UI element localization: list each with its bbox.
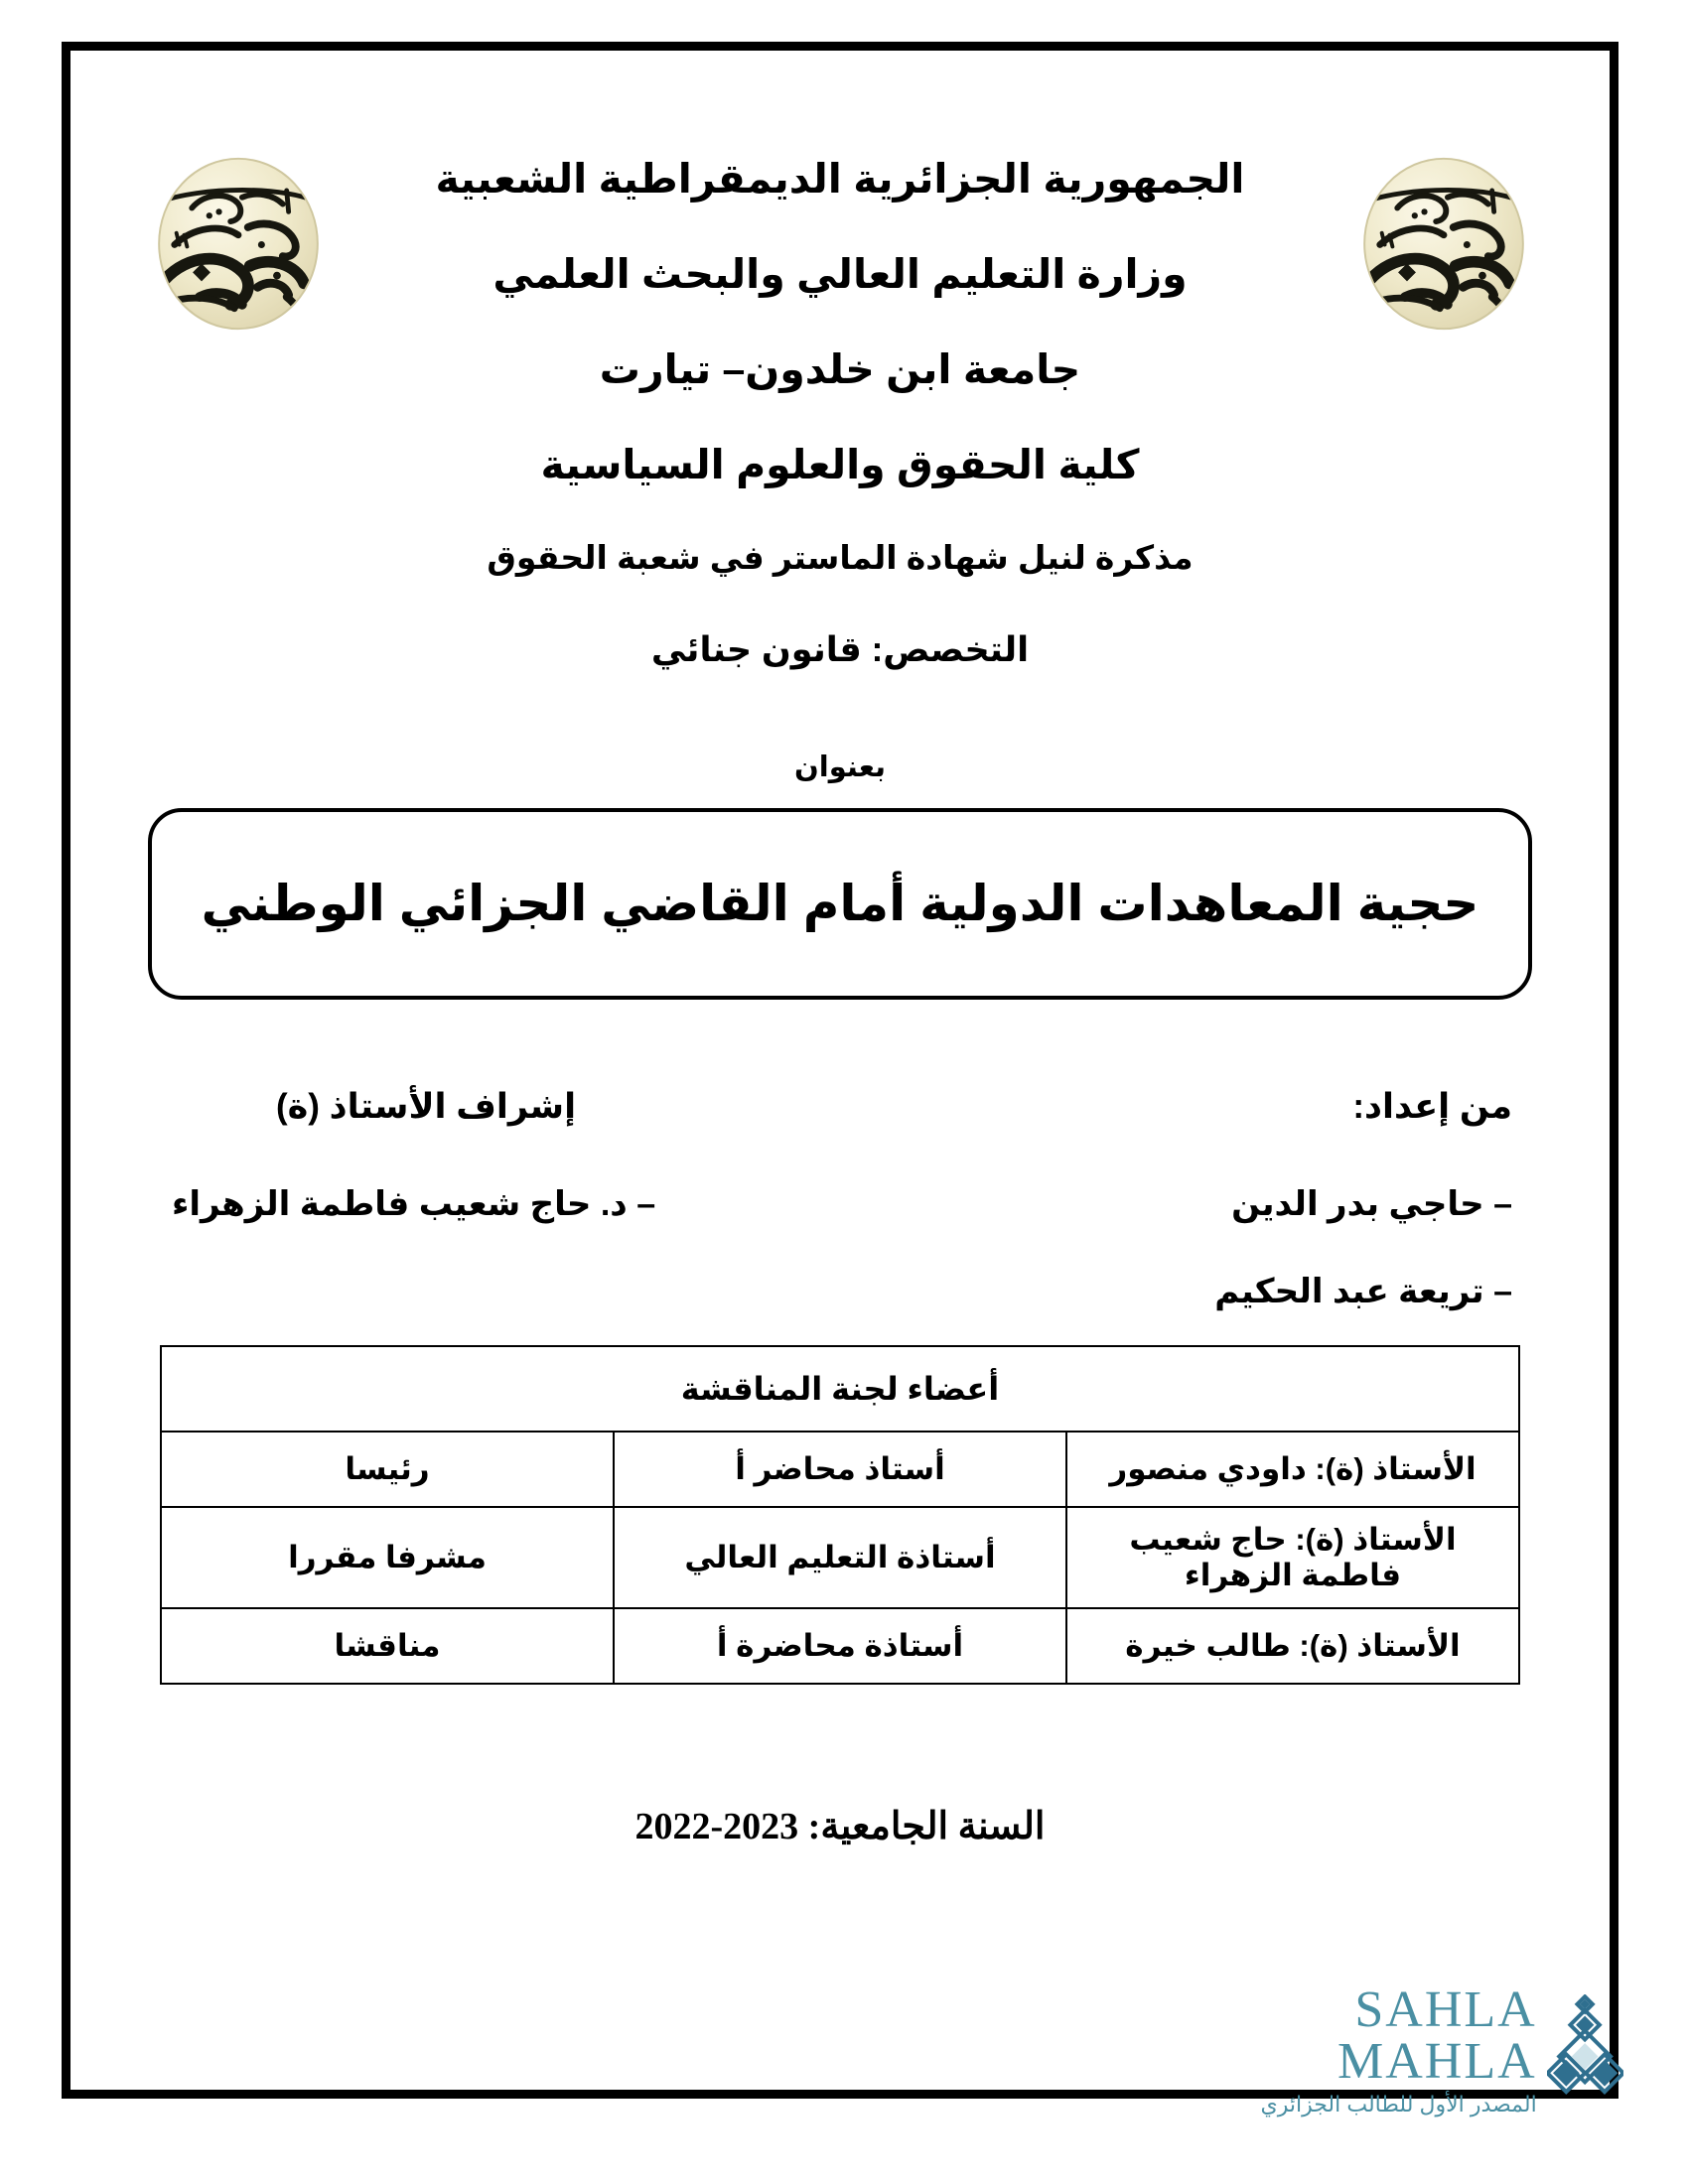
supervisor-heading: إشراف الأستاذ (ة) bbox=[275, 1087, 577, 1126]
committee-member-rank: أستاذة محاضرة أ bbox=[614, 1608, 1066, 1684]
header-text-block bbox=[70, 158, 1610, 669]
committee-section bbox=[160, 1345, 1520, 1685]
thesis-title-box bbox=[148, 808, 1532, 1000]
students-heading: من إعداد: bbox=[1352, 1087, 1512, 1126]
university-line: جامعة ابن خلدون– تيارت bbox=[599, 346, 1081, 393]
faculty-line: كلية الحقوق والعلوم السياسية bbox=[540, 442, 1140, 488]
page-border-frame bbox=[62, 42, 1618, 2099]
supervisor-name: – د. حاج شعيب فاطمة الزهراء bbox=[172, 1185, 656, 1223]
committee-member-name: الأستاذ (ة): داودي منصور bbox=[1066, 1432, 1519, 1507]
page-content bbox=[70, 51, 1610, 2090]
committee-member-role: مشرفا مقررا bbox=[161, 1507, 614, 1608]
academic-year-label: السنة الجامعية: bbox=[807, 1806, 1046, 1847]
table-row bbox=[161, 1608, 1519, 1684]
table-row bbox=[161, 1507, 1519, 1608]
committee-member-role: مناقشا bbox=[161, 1608, 614, 1684]
thesis-title-box-wrapper bbox=[148, 808, 1532, 1000]
header-section bbox=[70, 51, 1610, 746]
degree-note-line: مذكرة لنيل شهادة الماستر في شعبة الحقوق bbox=[487, 539, 1194, 577]
committee-table-title: أعضاء لجنة المناقشة bbox=[161, 1346, 1519, 1432]
committee-member-role: رئيسا bbox=[161, 1432, 614, 1507]
ministry-line: وزارة التعليم العالي والبحث العلمي bbox=[492, 251, 1188, 298]
student-name: – حاجي بدر الدين bbox=[1231, 1185, 1512, 1223]
watermark-text-block bbox=[1147, 1981, 1537, 2116]
specialty-line: التخصص: قانون جنائي bbox=[650, 629, 1030, 669]
academic-year-value: 2022-2023 bbox=[634, 1806, 799, 1847]
supervisor-column bbox=[172, 1087, 655, 1272]
student-name: – تريعة عبد الحكيم bbox=[1214, 1273, 1512, 1310]
committee-member-rank: أستاذة التعليم العالي bbox=[614, 1507, 1066, 1608]
sahla-mahla-logo-icon bbox=[1547, 1994, 1623, 2106]
committee-member-name: الأستاذ (ة): حاج شعيب فاطمة الزهراء bbox=[1066, 1507, 1519, 1608]
committee-member-name: الأستاذ (ة): طالب خيرة bbox=[1066, 1608, 1519, 1684]
watermark-brand: SAHLA MAHLA bbox=[1337, 1981, 1537, 2090]
people-section bbox=[150, 1087, 1530, 1325]
committee-member-rank: أستاذ محاضر أ bbox=[614, 1432, 1066, 1507]
academic-year bbox=[70, 1804, 1610, 1848]
students-column bbox=[1214, 1087, 1512, 1359]
sahla-mahla-watermark bbox=[1147, 1980, 1623, 2119]
thesis-title: حجية المعاهدات الدولية أمام القاضي الجزائي الوطني bbox=[201, 876, 1479, 932]
byline-label: بعنوان bbox=[794, 751, 886, 783]
watermark-tagline: المصدر الأول للطالب الجزائري bbox=[1260, 2092, 1537, 2116]
table-row bbox=[161, 1432, 1519, 1507]
committee-table bbox=[160, 1345, 1520, 1685]
republic-line: الجمهورية الجزائرية الديمقراطية الشعبية bbox=[435, 156, 1245, 202]
